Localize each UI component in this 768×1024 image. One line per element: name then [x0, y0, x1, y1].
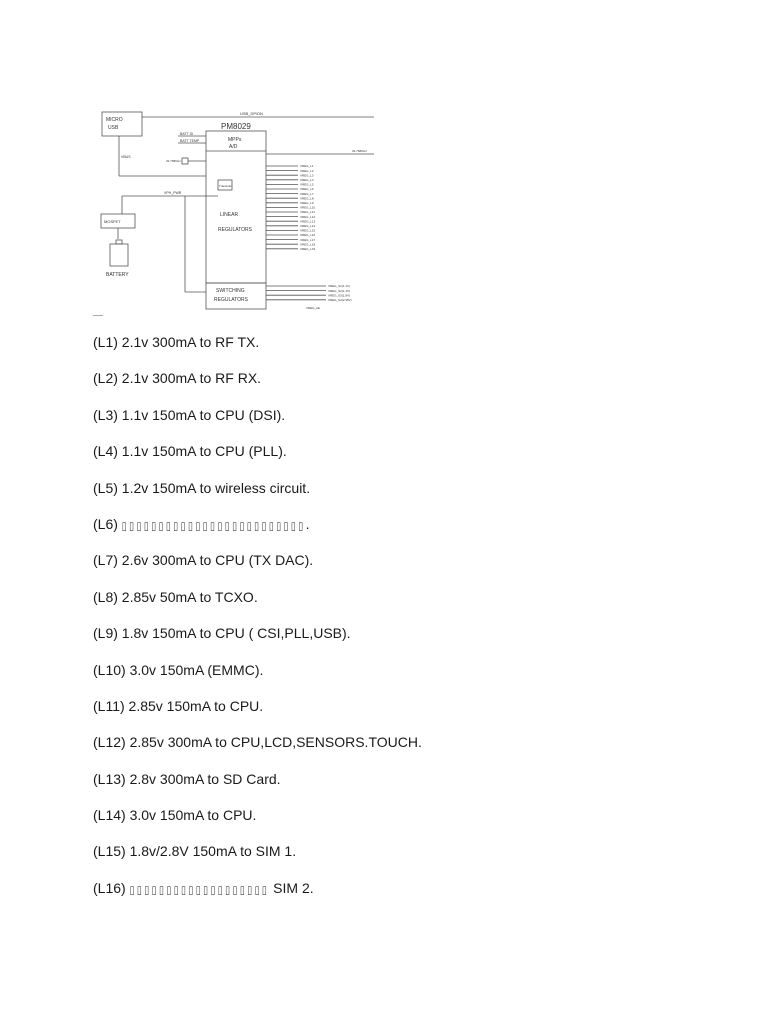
line-l1: (L1) 2.1v 300mA to RF TX. [93, 334, 260, 350]
line-l2: (L2) 2.1v 300mA to RF RX. [93, 370, 262, 387]
mosfet-label: MOSFET [104, 219, 121, 224]
line-l15: (L15) 1.8v/2.8V 150mA to SIM 1. [93, 843, 297, 860]
ldo-output-label: VREG_L2 [300, 168, 314, 173]
ldo-output-label: VREG_L8 [300, 196, 314, 201]
clock-out-label: 32.768KHz [352, 149, 367, 153]
ldo-output-label: VREG_L13 [300, 219, 316, 224]
ldo-output-label: VREG_L18 [300, 242, 316, 247]
line-l16-tail: SIM 2. [269, 879, 314, 896]
line-l9: (L9) 1.8v 150mA to CPU ( CSI,PLL,USB). [93, 625, 351, 642]
battery-symbol [110, 244, 128, 266]
battery-label: BATTERY [106, 272, 129, 278]
micro-usb-label-1: MICRO [106, 117, 123, 123]
switching-regulators-box [206, 283, 266, 309]
line-l4: (L4) 1.1v 150mA to CPU (PLL). [93, 443, 287, 460]
ldo-output-label: VREG_L16 [300, 233, 316, 238]
ldo-output-label: VREG_L19 [300, 247, 316, 251]
line-l14: (L14) 3.0v 150mA to CPU. [93, 807, 257, 824]
line-l6-tail: . [305, 515, 310, 532]
vph-pwr-label: VPH_PWR [164, 191, 182, 195]
crystal-label: 32.768KHz [166, 159, 181, 163]
ldo-output-label: VREG_L10 [300, 205, 316, 210]
ldo-output-label: VREG_L17 [300, 237, 316, 242]
batt-temp-label: BATT TEMP [180, 139, 200, 143]
line-l16 [93, 879, 422, 897]
line-l5: (L5) 1.2v 150mA to wireless circuit. [93, 479, 311, 496]
ldo-output-label: VREG_L1 [300, 164, 314, 169]
micro-usb-label-2: USB [108, 125, 119, 131]
line-l6-prefix: (L6) [93, 515, 122, 532]
transistor-label: Transistor [219, 184, 233, 188]
batt-id-label: BATT ID [180, 132, 194, 136]
ad-label: A/D [229, 144, 238, 150]
ldo-output-label: VREG_L7 [300, 191, 314, 196]
ldo-output-label: VREG_L14 [300, 224, 316, 228]
line-l16-prefix: (L16) [93, 879, 130, 896]
line-l6-garbled: ▯▯▯▯▯▯▯▯▯▯▯▯▯▯▯▯▯▯▯▯▯▯▯▯▯ [121, 519, 306, 532]
ldo-output-label: VREG_L9 [300, 201, 314, 205]
smps-output-label: VREG_S3(1.8V) [328, 293, 351, 298]
vreg-ldo-label: VREG_ldo [306, 306, 321, 310]
switching-regulators-label-2: REGULATORS [214, 297, 248, 303]
chip-title: PM8029 [221, 122, 251, 131]
switching-regulators-label-1: SWITCHING [216, 288, 245, 294]
ldo-output-label: VREG_L6 [300, 187, 314, 192]
regulator-list [93, 333, 422, 915]
mpps-label: MPPs [228, 137, 242, 143]
micro-usb-box [102, 112, 142, 136]
ldo-output-label: VREG_L3 [300, 173, 314, 178]
smps-output-label: VREG_S1(1.1V) [328, 284, 351, 289]
ldo-output-label: VREG_L5 [300, 182, 314, 187]
line-l12: (L12) 2.85v 300mA to CPU,LCD,SENSORS.TOUCH. [93, 734, 422, 751]
line-l6 [93, 515, 422, 533]
vbus-label: VBUS [121, 155, 131, 159]
diagram-footnote: ___ [93, 310, 104, 316]
line-l10: (L10) 3.0v 150mA (EMMC). [93, 661, 264, 678]
smps-output-label: VREG_S4(2.35V) [328, 298, 352, 302]
linear-regulators-label-1: LINEAR [220, 212, 239, 218]
pmic-block-diagram [92, 86, 382, 318]
usb-dp-dn-label: USB_DP/DN [240, 111, 263, 116]
ldo-output-label: VREG_L11 [300, 210, 315, 215]
ldo-output-label: VREG_L4 [300, 178, 314, 182]
line-l13: (L13) 2.8v 300mA to SD Card. [93, 770, 281, 787]
smps-output-label: VREG_S2(1.1V) [328, 288, 351, 293]
pm8029-chip-outline [206, 131, 266, 283]
ldo-output-label: VREG_L15 [300, 228, 316, 233]
line-l16-garbled: ▯▯▯▯▯▯▯▯▯▯▯▯▯▯▯▯▯▯▯ [129, 883, 270, 896]
line-l7: (L7) 2.6v 300mA to CPU (TX DAC). [93, 552, 314, 569]
line-l11: (L11) 2.85v 150mA to CPU. [93, 697, 264, 714]
linear-regulators-label-2: REGULATORS [218, 227, 252, 233]
line-l3: (L3) 1.1v 150mA to CPU (DSI). [93, 406, 286, 423]
line-l8: (L8) 2.85v 50mA to TCXO. [93, 588, 258, 605]
ldo-output-label: VREG_L12 [300, 214, 316, 219]
